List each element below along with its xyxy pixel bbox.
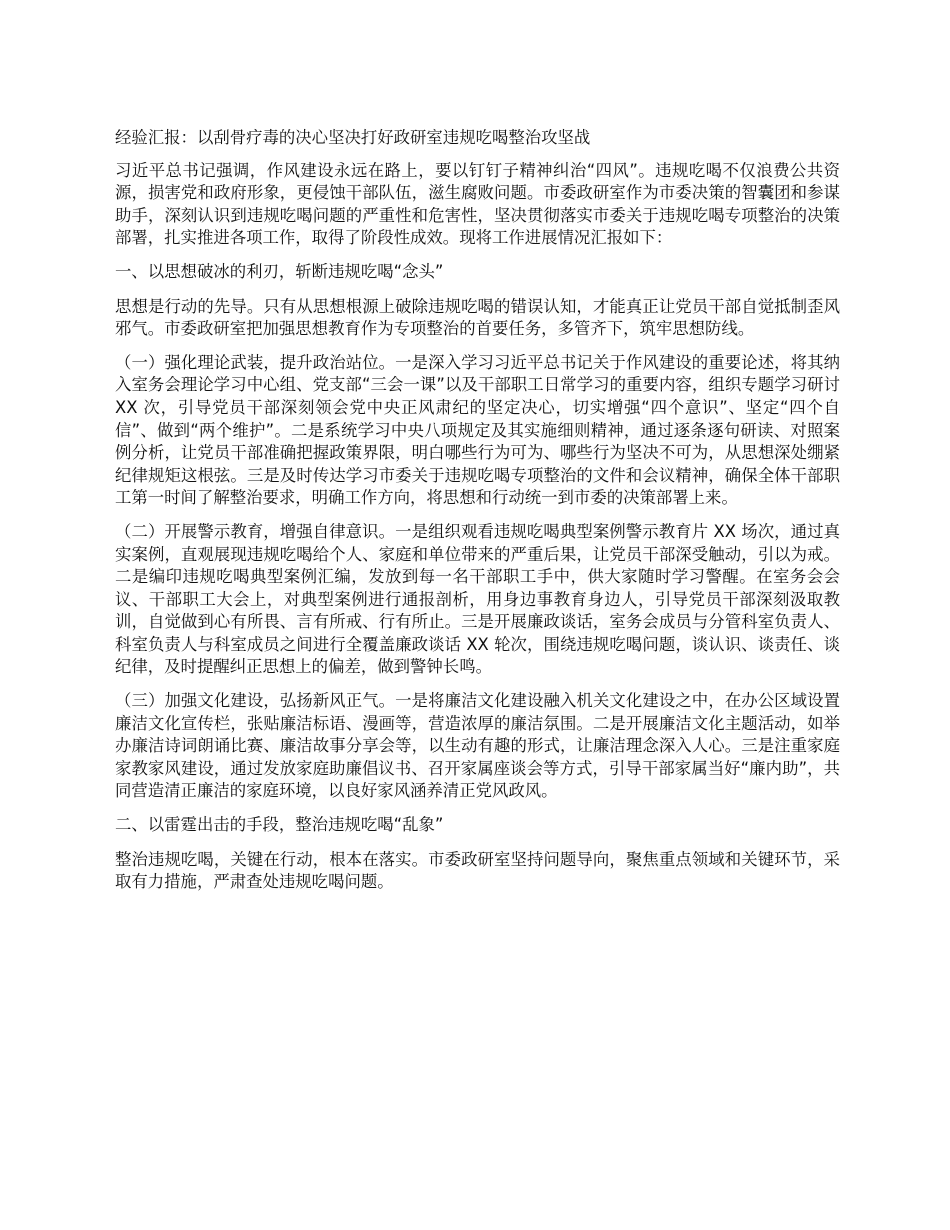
subsection-3-paragraph: （三）加强文化建设，弘扬新风正气。一是将廉洁文化建设融入机关文化建设之中，在办公区域设置廉洁文化宣传栏，张贴廉洁标语、漫画等，营造浓厚的廉洁氛围。二是开展廉洁文化主题活动，如举办廉洁诗词朗诵比赛、廉洁故事分享会等，以生动有趣的形式，让廉洁理念深入人心。三是注重家庭家教家风建设，通过发放家庭助廉倡议书、召开家属座谈会等方式，引导干部家属当好“廉内助”，共同营造清正廉洁的家庭环境，以良好家风涵养清正党风政风。 [115,691,840,801]
document-title: 经验汇报：以刮骨疗毒的决心坚决打好政研室违规吃喝整治攻坚战 [115,128,591,147]
intro-paragraph: 习近平总书记强调，作风建设永远在路上，要以钉钉子精神纠治“四风”。违规吃喝不仅浪费公共资源，损害党和政府形象，更侵蚀干部队伍，滋生腐败问题。市委政研室作为市委决策的智囊团和参谋助手，深刻认识到违规吃喝问题的严重性和危害性，坚决贯彻落实市委关于违规吃喝专项整治的决策部署，扎实推进各项工作，取得了阶段性成效。现将工作进展情况汇报如下： [115,160,840,248]
section-1-intro-paragraph: 思想是行动的先导。只有从思想根源上破除违规吃喝的错误认知，才能真正让党员干部自觉抵制歪风邪气。市委政研室把加强思想教育作为专项整治的首要任务，多管齐下，筑牢思想防线。 [115,296,840,339]
section-heading-2: 二、以雷霆出击的手段，整治违规吃喝“乱象” [115,815,444,835]
subsection-2-paragraph: （二）开展警示教育，增强自律意识。一是组织观看违规吃喝典型案例警示教育片 XX 场次，通过真实案例，直观展现违规吃喝给个人、家庭和单位带来的严重后果，让党员干部深受触动，引以为戒。二是编印违规吃喝典型案例汇编，发放到每一名干部职工手中，供大家随时学习警醒。在室务会会议、干部职工大会上，对典型案例进行通报剖析，用身边事教育身边人，引导党员干部深刻汲取教训，自觉做到心有所畏、言有所戒、行有所止。三是开展廉政谈话，室务会成员与分管科室负责人、科室负责人与科室成员之间进行全覆盖廉政谈话 XX 轮次，围绕违规吃喝问题，谈认识、谈责任、谈纪律，及时提醒纠正思想上的偏差，做到警钟长鸣。 [115,521,840,677]
section-heading-1: 一、以思想破冰的利刃，斩断违规吃喝“念头” [115,261,444,281]
section-2-intro-paragraph: 整治违规吃喝，关键在行动，根本在落实。市委政研室坚持问题导向，聚焦重点领域和关键环节，采取有力措施，严肃查处违规吃喝问题。 [115,849,840,892]
subsection-1-paragraph: （一）强化理论武装，提升政治站位。一是深入学习习近平总书记关于作风建设的重要论述，将其纳入室务会理论学习中心组、党支部“三会一课”以及干部职工日常学习的重要内容，组织专题学习研讨 XX 次，引导党员干部深刻领会党中央正风肃纪的坚定决心，切实增强“四个意识”、坚定“四个自信”、做到“两个维护”。二是系统学习中央八项规定及其实施细则精神，通过逐条逐句研读、对照案例分析，让党员干部准确把握政策界限，明白哪些行为可为、哪些行为坚决不可为，从思想深处绷紧纪律规矩这根弦。三是及时传达学习市委关于违规吃喝专项整治的文件和会议精神，确保全体干部职工第一时间了解整治要求，明确工作方向，将思想和行动统一到市委的决策部署上来。 [115,352,840,508]
document-page [115,127,840,905]
